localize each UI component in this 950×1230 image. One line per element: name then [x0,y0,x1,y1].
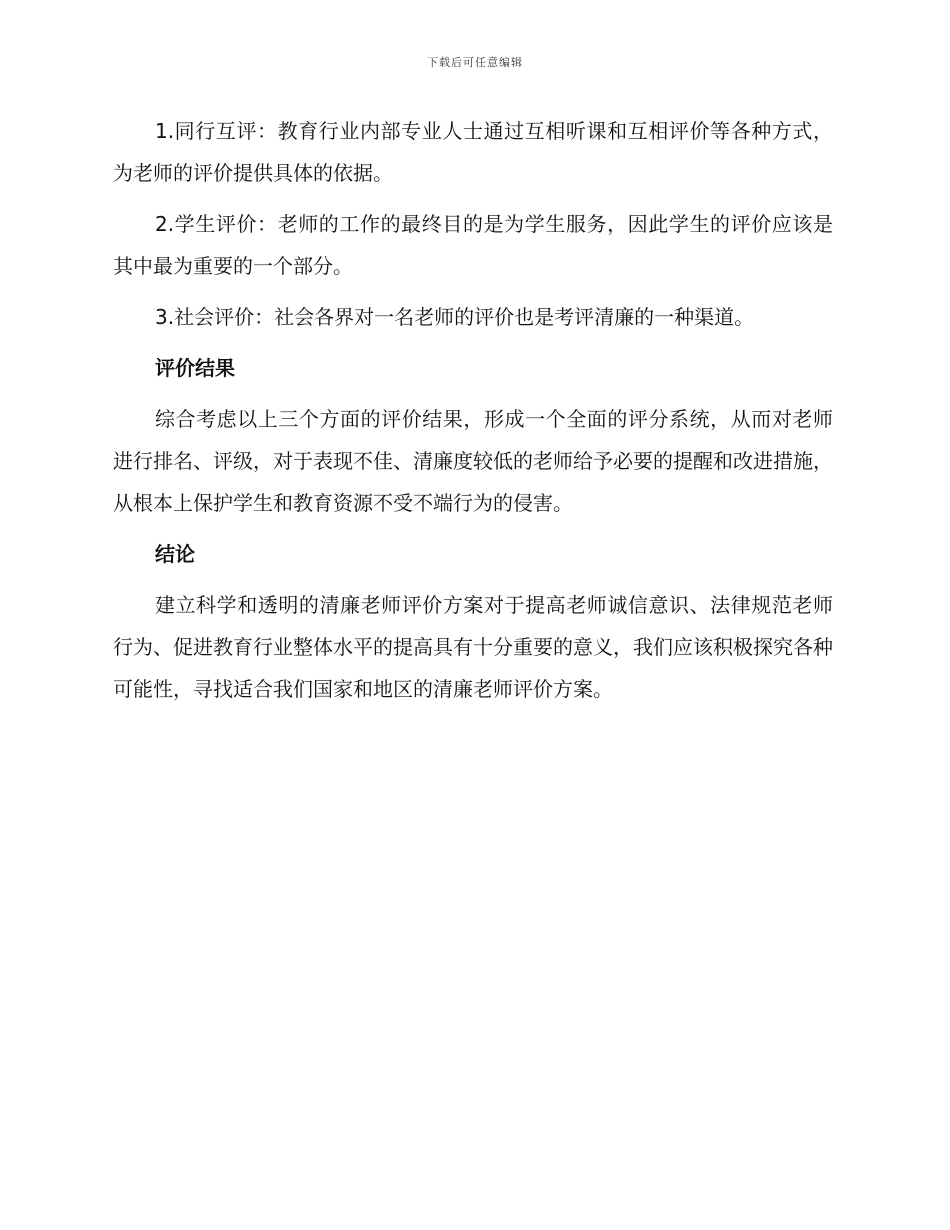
paragraph-evaluation-results: 综合考虑以上三个方面的评价结果，形成一个全面的评分系统，从而对老师进行排名、评级，对于表现不佳、清廉度较低的老师给予必要的提醒和改进措施，从根本上保护学生和教育资源不受不端行为的侵害。 [113,407,833,515]
paragraph-social-evaluation: 3.社会评价：社会各界对一名老师的评价也是考评清廉的一种渠道。 [155,305,755,329]
paragraph-student-evaluation: 2.学生评价：老师的工作的最终目的是为学生服务，因此学生的评价应该是其中最为重要的一个部分。 [113,212,833,278]
header-note: 下载后可任意编辑 [427,56,523,69]
heading-evaluation-results: 评价结果 [155,356,235,380]
heading-conclusion: 结论 [155,542,195,566]
paragraph-peer-review: 1.同行互评：教育行业内部专业人士通过互相听课和互相评价等各种方式，为老师的评价提供具体的依据。 [113,119,833,185]
document-body [113,110,833,719]
paragraph-conclusion: 建立科学和透明的清廉老师评价方案对于提高老师诚信意识、法律规范老师行为、促进教育行业整体水平的提高具有十分重要的意义，我们应该积极探究各种可能性，寻找适合我们国家和地区的清廉老师评价方案。 [113,593,833,701]
